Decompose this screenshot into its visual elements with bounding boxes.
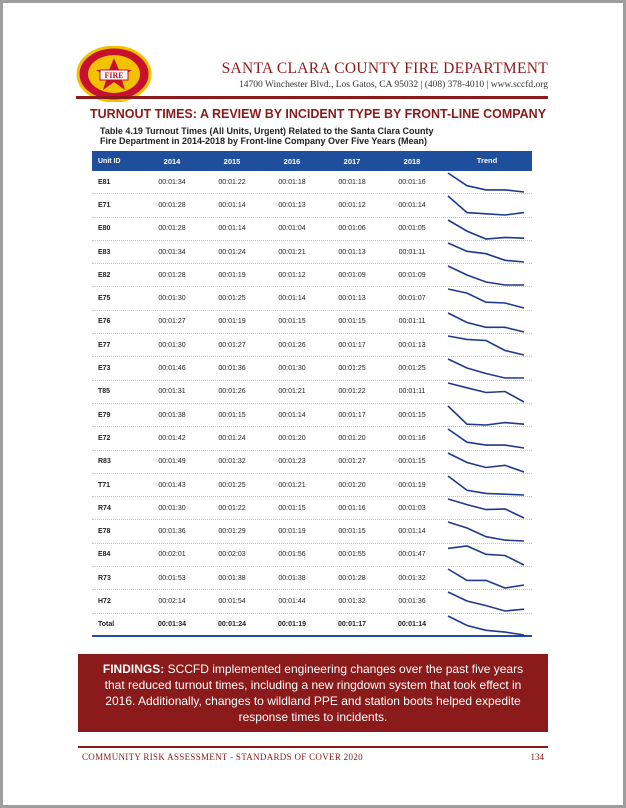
turnout-time-cell: 00:01:23 (278, 458, 306, 466)
turnout-time-cell: 00:01:12 (338, 201, 366, 209)
turnout-time-cell: 00:01:56 (278, 551, 306, 559)
turnout-time-cell: 00:01:28 (158, 271, 186, 279)
trend-cell (442, 357, 532, 379)
table-row (92, 287, 532, 310)
trend-sparkline (446, 357, 526, 380)
trend-line (448, 406, 524, 425)
trend-line (448, 266, 524, 285)
turnout-time-cell: 00:01:49 (158, 458, 186, 466)
table-row (92, 334, 532, 357)
trend-line (448, 359, 524, 378)
turnout-time-cell: 00:01:26 (218, 388, 246, 396)
turnout-time-cell: 00:01:54 (218, 597, 246, 605)
turnout-time-cell: 00:01:34 (158, 248, 186, 256)
unit-id-cell: R74 (98, 504, 111, 512)
turnout-time-cell: 00:01:19 (398, 481, 426, 489)
table-row (92, 544, 532, 567)
unit-id-cell: E82 (98, 271, 111, 279)
turnout-time-cell: 00:02:01 (158, 551, 186, 559)
trend-line (448, 243, 524, 262)
header-2017: 2017 (343, 156, 361, 166)
turnout-time-cell: 00:01:14 (278, 295, 306, 303)
trend-line (448, 313, 524, 332)
trend-cell (442, 381, 532, 403)
unit-id-cell: Total (98, 620, 115, 628)
turnout-time-cell: 00:01:14 (398, 528, 426, 536)
turnout-time-cell: 00:01:14 (218, 225, 246, 233)
turnout-time-cell: 00:01:09 (398, 271, 426, 279)
department-address: 14700 Winchester Blvd., Los Gatos, CA 95032 | (408) 378-4010 | www.sccfd.org (238, 80, 548, 90)
unit-id-cell: E71 (98, 201, 111, 209)
turnout-time-cell: 00:01:25 (218, 295, 246, 303)
table-row (92, 218, 532, 241)
trend-sparkline (446, 474, 526, 497)
table-row (92, 427, 532, 450)
turnout-time-cell: 00:01:15 (278, 318, 306, 326)
turnout-time-cell: 00:01:21 (278, 248, 306, 256)
turnout-time-cell: 00:01:29 (218, 528, 246, 536)
turnout-time-cell: 00:01:34 (157, 620, 187, 628)
caption-line-2: Fire Department in 2014-2018 by Front-line Company Over Five Years (Mean) (100, 136, 427, 146)
trend-line (448, 429, 524, 448)
unit-id-cell: E80 (98, 225, 111, 233)
turnout-time-cell: 00:01:25 (218, 481, 246, 489)
unit-id-cell: E81 (98, 178, 111, 186)
turnout-time-cell: 00:01:22 (218, 504, 246, 512)
trend-sparkline (446, 590, 526, 613)
trend-line (448, 522, 524, 541)
turnout-time-cell: 00:01:25 (338, 365, 366, 373)
turnout-time-cell: 00:01:11 (398, 388, 426, 396)
header-unit-id: Unit ID (98, 157, 121, 165)
trend-sparkline (446, 241, 526, 264)
trend-sparkline (446, 544, 526, 567)
turnout-time-cell: 00:01:31 (158, 388, 186, 396)
turnout-time-cell: 00:01:20 (338, 481, 366, 489)
turnout-time-cell: 00:01:15 (398, 411, 426, 419)
turnout-time-cell: 00:01:15 (338, 318, 366, 326)
turnout-time-cell: 00:01:22 (218, 178, 246, 186)
trend-line (448, 453, 524, 472)
turnout-time-cell: 00:01:36 (218, 365, 246, 373)
unit-id-cell: T71 (98, 481, 111, 489)
turnout-time-cell: 00:01:32 (218, 458, 246, 466)
trend-line (448, 196, 524, 215)
turnout-time-cell: 00:01:44 (278, 597, 306, 605)
turnout-time-cell: 00:01:16 (398, 434, 426, 442)
unit-id-cell: T85 (98, 388, 111, 396)
turnout-time-cell: 00:01:32 (398, 574, 426, 582)
trend-cell (442, 218, 532, 240)
turnout-time-cell: 00:01:28 (158, 225, 186, 233)
unit-id-cell: E76 (98, 318, 111, 326)
turnout-time-cell: 00:01:15 (218, 411, 246, 419)
turnout-time-cell: 00:01:16 (398, 178, 426, 186)
trend-line (448, 616, 524, 635)
table-row (92, 590, 532, 613)
unit-id-cell: H72 (98, 597, 111, 605)
turnout-time-cell: 00:01:34 (158, 178, 186, 186)
turnout-time-cell: 00:01:36 (398, 597, 426, 605)
table-row (92, 474, 532, 497)
header-2014: 2014 (163, 156, 181, 166)
turnout-time-cell: 00:01:26 (278, 341, 306, 349)
trend-cell (442, 404, 532, 426)
trend-sparkline (446, 497, 526, 520)
turnout-time-cell: 00:01:15 (398, 458, 426, 466)
trend-cell (442, 287, 532, 309)
header-2018: 2018 (403, 156, 421, 166)
trend-cell (442, 614, 532, 635)
turnout-time-cell: 00:01:24 (217, 620, 247, 628)
turnout-time-cell: 00:01:12 (278, 271, 306, 279)
turnout-time-cell: 00:01:27 (218, 341, 246, 349)
trend-sparkline (446, 218, 526, 241)
table-row (92, 311, 532, 334)
turnout-time-cell: 00:01:18 (278, 178, 306, 186)
turnout-time-cell: 00:01:07 (398, 295, 426, 303)
turnout-time-cell: 00:01:38 (158, 411, 186, 419)
turnout-time-cell: 00:01:47 (398, 551, 426, 559)
turnout-time-cell: 00:01:19 (277, 620, 307, 628)
unit-id-cell: E72 (98, 434, 111, 442)
unit-id-cell: R83 (98, 458, 111, 466)
turnout-time-cell: 00:01:19 (218, 318, 246, 326)
turnout-time-cell: 00:01:25 (398, 365, 426, 373)
turnout-time-cell: 00:01:18 (338, 178, 366, 186)
trend-cell (442, 474, 532, 496)
turnout-time-cell: 00:01:21 (278, 388, 306, 396)
trend-cell (442, 544, 532, 566)
turnout-time-cell: 00:01:30 (278, 365, 306, 373)
turnout-times-table (92, 151, 532, 637)
footer-title: COMMUNITY RISK ASSESSMENT - STANDARDS OF COVER 2020 (82, 752, 363, 762)
turnout-time-cell: 00:01:30 (158, 504, 186, 512)
turnout-time-cell: 00:01:27 (338, 458, 366, 466)
table-caption (100, 126, 434, 146)
table-row (92, 567, 532, 590)
table-row (92, 264, 532, 287)
turnout-time-cell: 00:02:14 (158, 597, 186, 605)
findings-box (78, 654, 548, 732)
trend-cell (442, 171, 532, 193)
caption-line-1: Table 4.19 Turnout Times (All Units, Urgent) Related to the Santa Clara County (100, 126, 434, 136)
turnout-time-cell: 00:01:14 (397, 620, 427, 628)
table-row (92, 451, 532, 474)
turnout-time-cell: 00:01:11 (398, 318, 426, 326)
unit-id-cell: E79 (98, 411, 111, 419)
turnout-time-cell: 00:02:03 (218, 551, 246, 559)
trend-sparkline (446, 264, 526, 287)
trend-cell (442, 311, 532, 333)
turnout-time-cell: 00:01:13 (278, 201, 306, 209)
table-row (92, 381, 532, 404)
header-divider (76, 96, 548, 99)
trend-sparkline (446, 567, 526, 590)
trend-cell (442, 520, 532, 542)
turnout-time-cell: 00:01:19 (278, 528, 306, 536)
turnout-time-cell: 00:01:19 (218, 271, 246, 279)
trend-line (448, 336, 524, 355)
trend-cell (442, 451, 532, 473)
turnout-time-cell: 00:01:11 (398, 248, 426, 256)
table-body (92, 171, 532, 637)
table-row (92, 404, 532, 427)
turnout-time-cell: 00:01:53 (158, 574, 186, 582)
unit-id-cell: R73 (98, 574, 111, 582)
turnout-time-cell: 00:01:15 (338, 528, 366, 536)
turnout-time-cell: 00:01:13 (398, 341, 426, 349)
turnout-time-cell: 00:01:30 (158, 295, 186, 303)
turnout-time-cell: 00:01:43 (158, 481, 186, 489)
unit-id-cell: E75 (98, 295, 111, 303)
trend-cell (442, 241, 532, 263)
trend-sparkline (446, 427, 526, 450)
section-title: TURNOUT TIMES: A REVIEW BY INCIDENT TYPE BY FRONT-LINE COMPANY (90, 107, 547, 121)
turnout-time-cell: 00:01:17 (338, 341, 366, 349)
turnout-time-cell: 00:01:15 (278, 504, 306, 512)
trend-line (448, 173, 524, 192)
turnout-time-cell: 00:01:21 (278, 481, 306, 489)
trend-line (448, 499, 524, 518)
table-row (92, 357, 532, 380)
page-number: 134 (530, 752, 544, 762)
turnout-time-cell: 00:01:04 (278, 225, 306, 233)
turnout-time-cell: 00:01:13 (338, 295, 366, 303)
department-name: SANTA CLARA COUNTY FIRE DEPARTMENT (221, 60, 548, 77)
table-row (92, 241, 532, 264)
trend-sparkline (446, 614, 526, 637)
findings-label: FINDINGS: (102, 662, 165, 676)
trend-cell (442, 567, 532, 589)
table-row (92, 171, 532, 194)
turnout-time-cell: 00:01:36 (158, 528, 186, 536)
trend-line (448, 592, 524, 611)
turnout-time-cell: 00:01:24 (218, 248, 246, 256)
turnout-time-cell: 00:01:55 (338, 551, 366, 559)
turnout-time-cell: 00:01:28 (338, 574, 366, 582)
turnout-time-cell: 00:01:24 (218, 434, 246, 442)
unit-id-cell: E78 (98, 528, 111, 536)
unit-id-cell: E73 (98, 365, 111, 373)
turnout-time-cell: 00:01:17 (337, 620, 367, 628)
unit-id-cell: E77 (98, 341, 111, 349)
turnout-time-cell: 00:01:27 (158, 318, 186, 326)
trend-sparkline (446, 194, 526, 217)
turnout-time-cell: 00:01:20 (278, 434, 306, 442)
trend-sparkline (446, 451, 526, 474)
trend-line (448, 289, 524, 308)
turnout-time-cell: 00:01:20 (338, 434, 366, 442)
header-2015: 2015 (223, 156, 241, 166)
turnout-time-cell: 00:01:32 (338, 597, 366, 605)
turnout-time-cell: 00:01:16 (338, 504, 366, 512)
trend-line (448, 546, 524, 565)
turnout-time-cell: 00:01:14 (218, 201, 246, 209)
table-total-row (92, 614, 532, 637)
logo-text: FIRE (104, 71, 124, 80)
trend-sparkline (446, 520, 526, 543)
findings-text: SCCFD implemented engineering changes over the past five years that reduced turnout times, including a new ringdown system that took effect in 2016. Additionally, changes to wildland PPE and station boots helped expedite response times to incidents. (104, 662, 524, 724)
turnout-time-cell: 00:01:38 (218, 574, 246, 582)
trend-cell (442, 497, 532, 519)
trend-cell (442, 590, 532, 612)
turnout-time-cell: 00:01:30 (158, 341, 186, 349)
unit-id-cell: E83 (98, 248, 111, 256)
table-row (92, 520, 532, 543)
trend-sparkline (446, 311, 526, 334)
table-row (92, 497, 532, 520)
turnout-time-cell: 00:01:22 (338, 388, 366, 396)
footer-divider (78, 746, 548, 748)
turnout-time-cell: 00:01:17 (338, 411, 366, 419)
turnout-time-cell: 00:01:05 (398, 225, 426, 233)
unit-id-cell: E84 (98, 551, 111, 559)
turnout-time-cell: 00:01:06 (338, 225, 366, 233)
trend-line (448, 476, 524, 495)
turnout-time-cell: 00:01:46 (158, 365, 186, 373)
trend-sparkline (446, 404, 526, 427)
turnout-time-cell: 00:01:38 (278, 574, 306, 582)
trend-cell (442, 334, 532, 356)
turnout-time-cell: 00:01:14 (398, 201, 426, 209)
turnout-time-cell: 00:01:03 (398, 504, 426, 512)
trend-line (448, 383, 524, 402)
turnout-time-cell: 00:01:42 (158, 434, 186, 442)
header-2016: 2016 (283, 156, 301, 166)
trend-line (448, 220, 524, 239)
trend-line (448, 569, 524, 588)
trend-cell (442, 264, 532, 286)
turnout-time-cell: 00:01:28 (158, 201, 186, 209)
trend-cell (442, 194, 532, 216)
table-header (92, 151, 532, 171)
turnout-time-cell: 00:01:09 (338, 271, 366, 279)
trend-sparkline (446, 334, 526, 357)
trend-sparkline (446, 287, 526, 310)
fire-department-logo (76, 46, 152, 102)
table-row (92, 194, 532, 217)
trend-cell (442, 427, 532, 449)
trend-sparkline (446, 381, 526, 404)
turnout-time-cell: 00:01:14 (278, 411, 306, 419)
header-trend: Trend (476, 156, 498, 165)
trend-sparkline (446, 171, 526, 194)
turnout-time-cell: 00:01:13 (338, 248, 366, 256)
